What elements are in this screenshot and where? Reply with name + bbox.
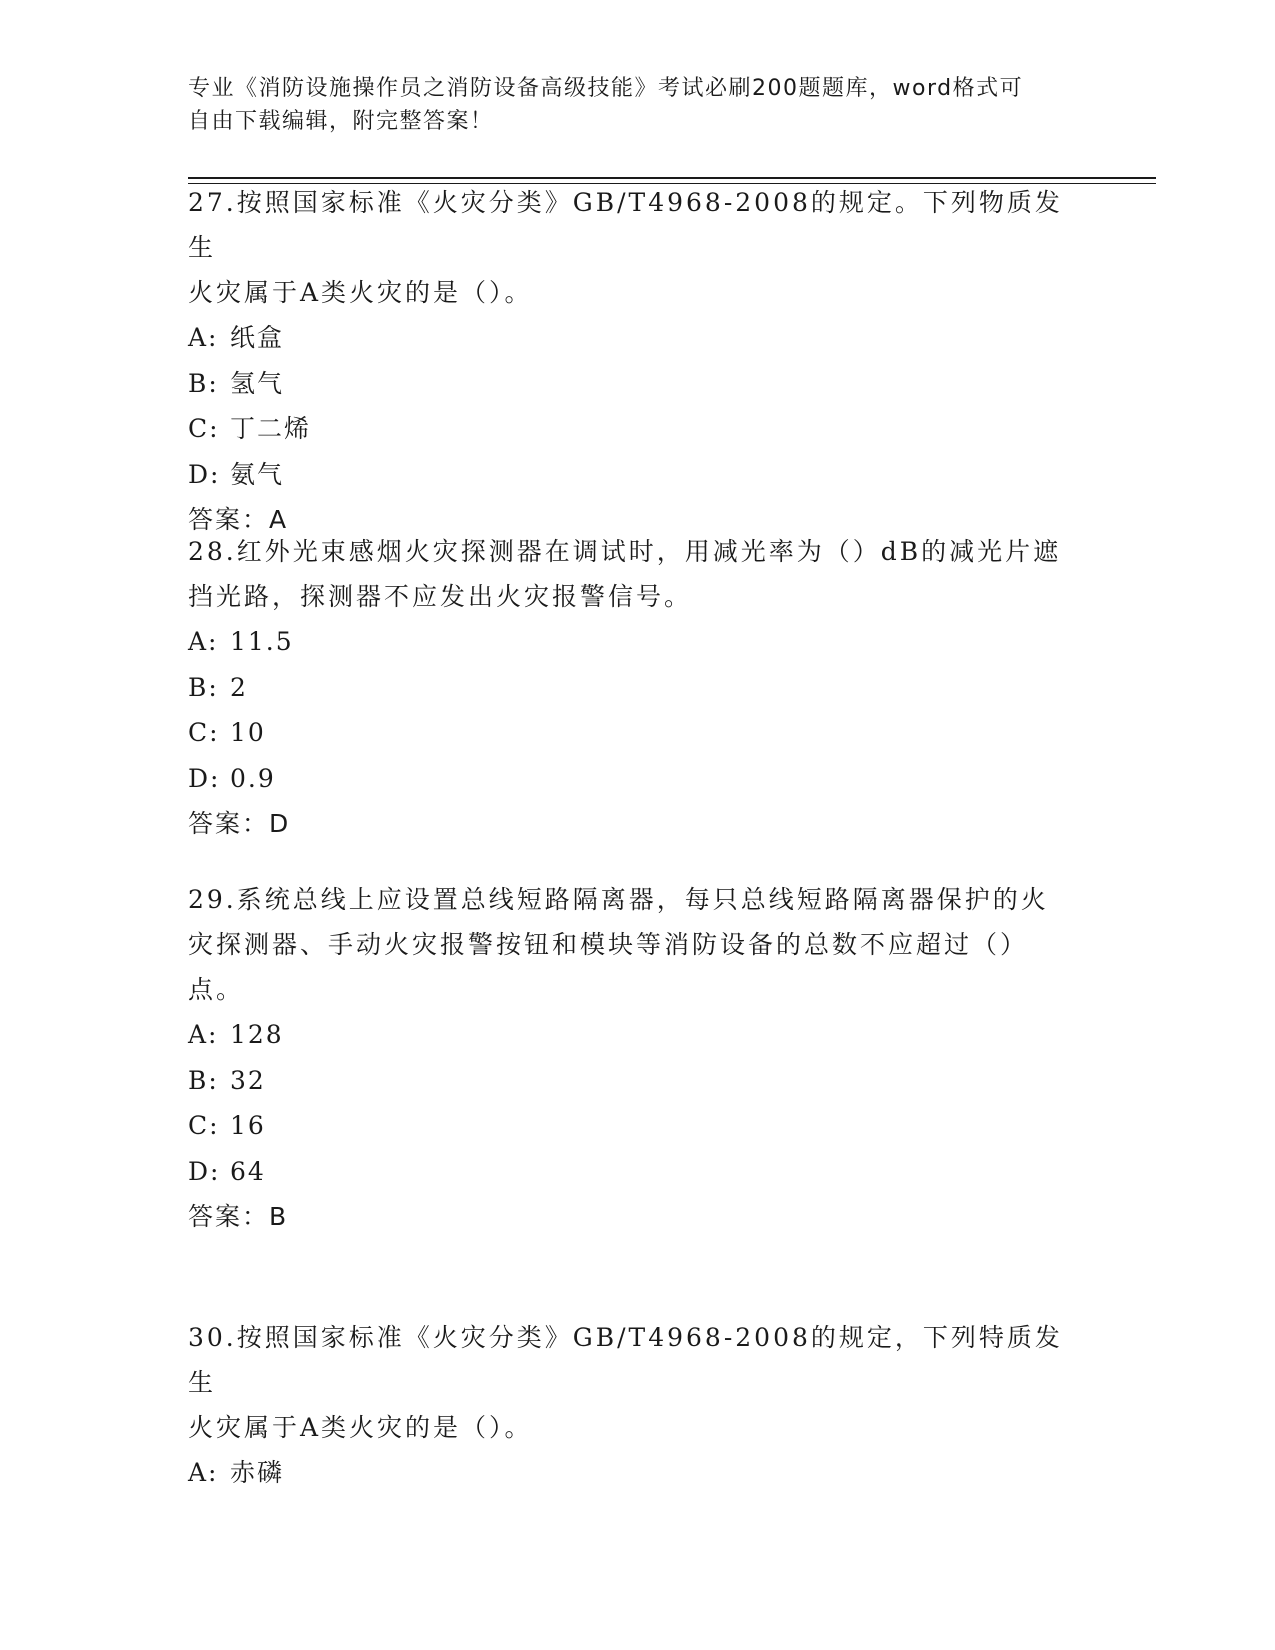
answer-label: 答案：A [188, 505, 289, 534]
option-b [188, 665, 1088, 711]
option-key: D: [188, 459, 221, 489]
option-c [188, 710, 1088, 756]
option-c [188, 1103, 1088, 1149]
option-text: 128 [230, 1020, 284, 1049]
option-text: 10 [230, 718, 266, 747]
option-key: B: [188, 1065, 219, 1095]
question-27 [188, 180, 1088, 542]
question-stem-line: 27.按照国家标准《火灾分类》GB/T4968-2008的规定。下列物质发生 [188, 188, 1063, 262]
option-text: 赤磷 [230, 1458, 285, 1487]
question-stem-line: 30.按照国家标准《火灾分类》GB/T4968-2008的规定，下列特质发生 [188, 1323, 1063, 1397]
option-text: 32 [230, 1065, 266, 1095]
question-28 [188, 529, 1088, 846]
option-key: B: [188, 368, 219, 398]
document-header [188, 72, 1068, 138]
option-key: A: [188, 1458, 219, 1487]
option-text: 氢气 [230, 368, 285, 398]
option-key: D: [188, 1156, 221, 1186]
question-stem-line: 挡光路，探测器不应发出火灾报警信号。 [188, 582, 693, 611]
option-text: 纸盒 [230, 323, 285, 352]
option-b [188, 1058, 1088, 1104]
option-key: B: [188, 672, 219, 702]
option-a [188, 1012, 1088, 1058]
answer-label: 答案：D [188, 809, 291, 838]
option-key: C: [188, 1111, 220, 1140]
question-30 [188, 1315, 1088, 1496]
option-d [188, 452, 1088, 498]
option-a [188, 1450, 1088, 1496]
option-d [188, 1149, 1088, 1195]
option-key: A: [188, 1020, 219, 1049]
option-d [188, 756, 1088, 802]
option-text: 氨气 [230, 459, 285, 489]
header-line-2: 自由下载编辑，附完整答案！ [188, 109, 494, 134]
option-text: 丁二烯 [230, 414, 312, 443]
option-key: A: [188, 627, 219, 656]
option-text: 2 [230, 672, 248, 702]
option-text: 11.5 [230, 627, 294, 656]
header-divider-thick [188, 177, 1156, 179]
option-text: 64 [230, 1156, 266, 1186]
option-a [188, 619, 1088, 665]
option-text: 0.9 [230, 763, 276, 793]
option-key: D: [188, 763, 221, 793]
option-key: C: [188, 718, 220, 747]
option-key: C: [188, 414, 220, 443]
answer-label: 答案：B [188, 1202, 289, 1231]
option-text: 16 [230, 1111, 266, 1140]
question-stem-line: 29.系统总线上应设置总线短路隔离器，每只总线短路隔离器保护的火 [188, 885, 1049, 914]
header-line-1: 专业《消防设施操作员之消防设备高级技能》考试必刷200题题库，word格式可 [188, 76, 1024, 101]
option-a [188, 315, 1088, 361]
question-stem-line: 28.红外光束感烟火灾探测器在调试时，用减光率为（）dB的减光片遮 [188, 537, 1062, 566]
question-29 [188, 877, 1088, 1239]
question-stem-line: 灾探测器、手动火灾报警按钮和模块等消防设备的总数不应超过（） [188, 930, 1029, 959]
question-stem-line: 火灾属于A类火灾的是（）。 [188, 278, 533, 307]
option-c [188, 406, 1088, 452]
option-b [188, 361, 1088, 407]
question-stem-line: 火灾属于A类火灾的是（）。 [188, 1413, 533, 1442]
question-stem-line: 点。 [188, 975, 245, 1004]
option-key: A: [188, 323, 219, 352]
